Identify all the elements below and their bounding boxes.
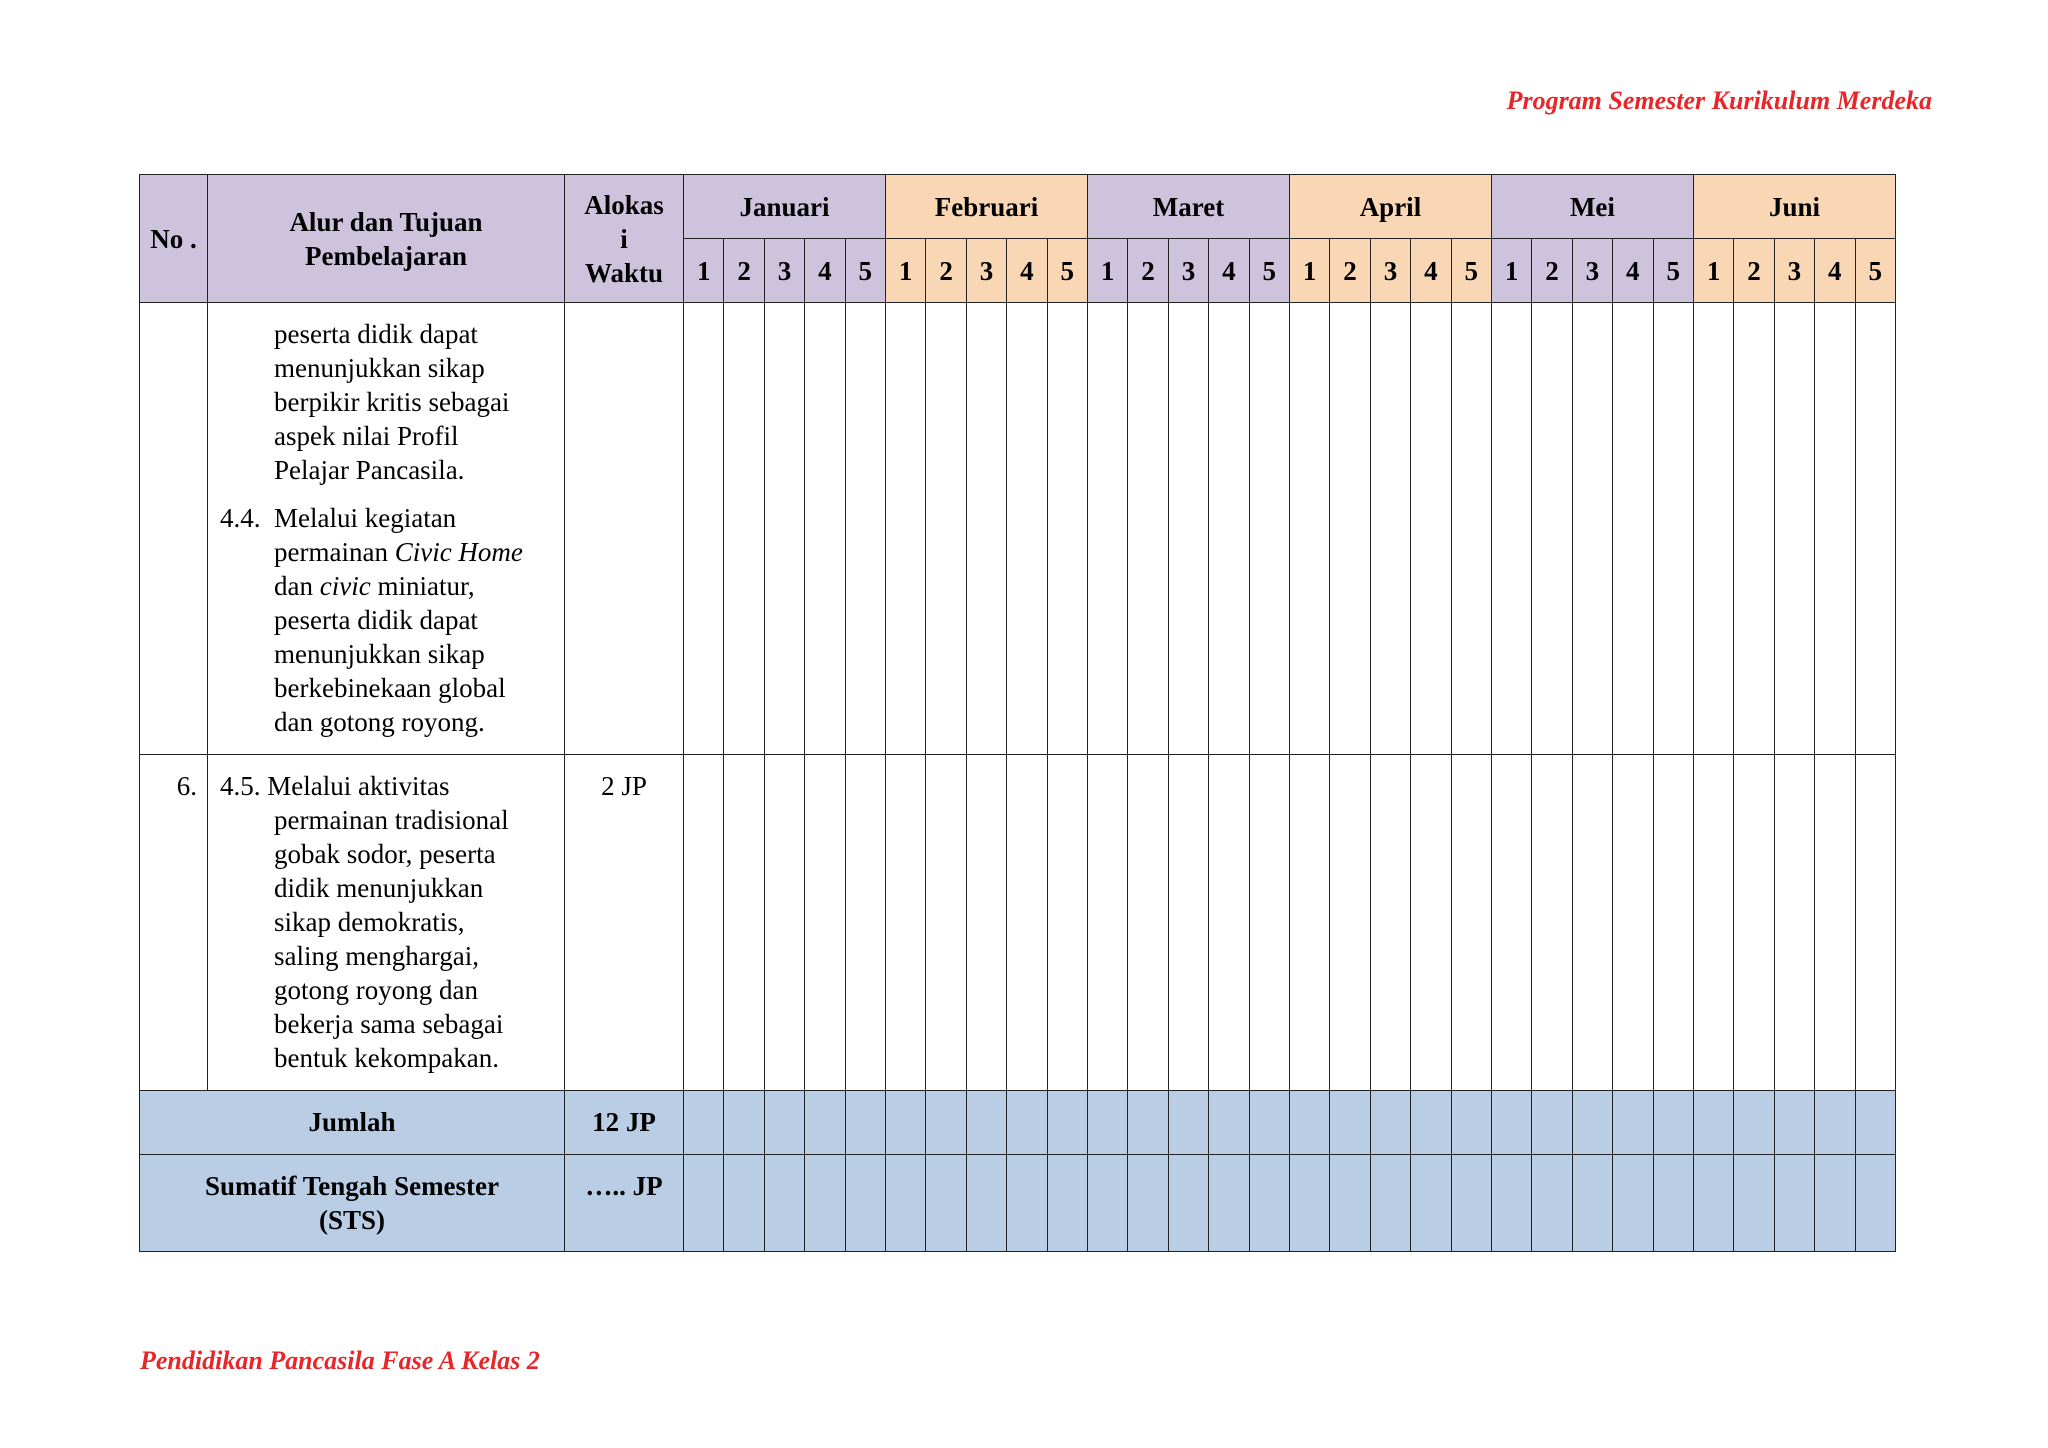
week-cell: [1815, 1091, 1855, 1155]
week-cell: [1653, 1155, 1693, 1252]
week-cell: [1087, 1091, 1127, 1155]
week-cell: [926, 1091, 966, 1155]
week-cell: [1774, 755, 1814, 1091]
column-header-no: [140, 175, 208, 303]
week-cell: [1289, 1091, 1329, 1155]
week-cell: [845, 1155, 885, 1252]
column-header-alokasi: [565, 175, 684, 303]
week-cell: [1451, 1155, 1491, 1252]
objective-4-5-body: [220, 803, 554, 1075]
week-cell: [1734, 1091, 1774, 1155]
text-fragment: miniatur,: [370, 571, 475, 601]
week-cell: [1007, 1155, 1047, 1252]
week-cell: [1370, 1155, 1410, 1252]
week-number: 1: [1087, 239, 1127, 303]
week-cell: [1613, 303, 1653, 755]
week-cell: [1370, 755, 1410, 1091]
week-number: 4: [1209, 239, 1249, 303]
week-cell: [966, 755, 1006, 1091]
week-cell: [1007, 755, 1047, 1091]
week-cell: [1572, 755, 1612, 1091]
week-cell: [1532, 1091, 1572, 1155]
week-cell: [1734, 1155, 1774, 1252]
week-cell: [764, 1091, 804, 1155]
week-cell: [1249, 1155, 1289, 1252]
week-cell: [1411, 1091, 1451, 1155]
text-line: saling menghargai,: [274, 941, 479, 971]
week-number: 2: [1128, 239, 1168, 303]
week-cell: [1572, 303, 1612, 755]
week-cell: [1734, 755, 1774, 1091]
week-cell: [845, 755, 885, 1091]
month-header-maret: Maret: [1087, 175, 1289, 239]
week-cell: [1693, 303, 1733, 755]
objective-cell: [208, 303, 565, 755]
text-fragment-italic: Civic Home: [394, 537, 523, 567]
week-cell: [1774, 303, 1814, 755]
week-cell: [724, 1155, 764, 1252]
week-cell: [966, 1091, 1006, 1155]
week-number: 2: [1532, 239, 1572, 303]
week-cell: [1289, 303, 1329, 755]
text-line: peserta didik dapat: [274, 319, 478, 349]
text-line: didik menunjukkan: [274, 873, 484, 903]
week-number: 3: [1774, 239, 1814, 303]
week-cell: [764, 755, 804, 1091]
week-cell: [966, 1155, 1006, 1252]
week-number: 5: [1451, 239, 1491, 303]
row-number-cell: 6.: [140, 755, 208, 1091]
week-cell: [1168, 755, 1208, 1091]
objective-cell: [208, 755, 565, 1091]
table-row-jumlah: [140, 1091, 1896, 1155]
week-cell: [724, 1091, 764, 1155]
text-line: Melalui kegiatan: [274, 503, 457, 533]
text-line: [274, 569, 554, 603]
week-cell: [1330, 755, 1370, 1091]
text-fragment: dan: [274, 571, 320, 601]
week-cell: [1289, 755, 1329, 1091]
text-line: gobak sodor, peserta: [274, 839, 496, 869]
week-cell: [1855, 1091, 1896, 1155]
week-cell: [885, 303, 925, 755]
program-semester-table: [139, 174, 1896, 1252]
row-number-cell: [140, 303, 208, 755]
text-line: peserta didik dapat: [274, 605, 478, 635]
week-cell: [1411, 303, 1451, 755]
week-cell: [1209, 303, 1249, 755]
week-cell: [1128, 1091, 1168, 1155]
objective-4-4: [220, 501, 554, 535]
week-number: 1: [1289, 239, 1329, 303]
week-number: 4: [1007, 239, 1047, 303]
week-cell: [1572, 1155, 1612, 1252]
table-row-objective-4-4: [140, 303, 1896, 755]
sts-label-line1: Sumatif Tengah Semester: [205, 1171, 500, 1201]
week-cell: [724, 303, 764, 755]
week-cell: [1007, 1091, 1047, 1155]
week-number: 4: [1411, 239, 1451, 303]
week-cell: [1491, 1155, 1531, 1252]
week-cell: [684, 1155, 724, 1252]
week-cell: [1693, 1091, 1733, 1155]
week-number: 1: [1491, 239, 1531, 303]
week-cell: [1653, 1091, 1693, 1155]
month-header-januari: Januari: [684, 175, 886, 239]
week-number: 5: [1855, 239, 1896, 303]
week-cell: [1693, 1155, 1733, 1252]
week-cell: [1613, 1091, 1653, 1155]
week-cell: [684, 1091, 724, 1155]
week-number: 5: [845, 239, 885, 303]
week-cell: [1491, 755, 1531, 1091]
week-cell: [1047, 1091, 1087, 1155]
text-line: menunjukkan sikap: [274, 639, 485, 669]
objective-continuation: [220, 317, 554, 487]
column-header-alokasi-line1: Alokas: [584, 189, 664, 220]
week-cell: [1128, 755, 1168, 1091]
week-cell: [1815, 1155, 1855, 1252]
text-line: Melalui aktivitas: [267, 771, 450, 801]
week-cell: [1855, 755, 1896, 1091]
jumlah-label: Jumlah: [140, 1091, 565, 1155]
week-number: 4: [805, 239, 845, 303]
week-cell: [1370, 1091, 1410, 1155]
objective-number: 4.5.: [220, 771, 261, 801]
text-line: bekerja sama sebagai: [274, 1009, 504, 1039]
week-cell: [805, 1091, 845, 1155]
week-number: 4: [1815, 239, 1855, 303]
week-number: 3: [966, 239, 1006, 303]
week-number: 2: [1330, 239, 1370, 303]
week-cell: [805, 755, 845, 1091]
week-cell: [1168, 303, 1208, 755]
table-row-sts: [140, 1155, 1896, 1252]
week-cell: [1532, 1155, 1572, 1252]
column-header-no-label: No .: [150, 223, 197, 254]
week-cell: [1613, 1155, 1653, 1252]
week-cell: [885, 1091, 925, 1155]
week-cell: [1451, 303, 1491, 755]
week-cell: [1693, 755, 1733, 1091]
week-cell: [1168, 1155, 1208, 1252]
week-cell: [1774, 1155, 1814, 1252]
month-header-mei: Mei: [1491, 175, 1693, 239]
column-header-alur-line2: Pembelajaran: [305, 240, 467, 271]
objective-4-5: [220, 769, 554, 803]
week-cell: [1330, 1091, 1370, 1155]
week-cell: [1209, 1091, 1249, 1155]
week-cell: [845, 1091, 885, 1155]
text-line: Pelajar Pancasila.: [274, 455, 465, 485]
text-line: aspek nilai Profil: [274, 421, 459, 451]
week-cell: [764, 1155, 804, 1252]
text-line: [274, 535, 554, 569]
week-cell: [1047, 755, 1087, 1091]
alokasi-cell: [565, 303, 684, 755]
week-number: 3: [1572, 239, 1612, 303]
week-cell: [1815, 303, 1855, 755]
week-cell: [1330, 1155, 1370, 1252]
week-cell: [1209, 1155, 1249, 1252]
text-line: gotong royong dan: [274, 975, 478, 1005]
jumlah-value: 12 JP: [565, 1091, 684, 1155]
week-cell: [1047, 1155, 1087, 1252]
week-cell: [805, 1155, 845, 1252]
week-cell: [1815, 755, 1855, 1091]
week-cell: [1411, 755, 1451, 1091]
text-line: bentuk kekompakan.: [274, 1043, 499, 1073]
table-row-objective-4-5: [140, 755, 1896, 1091]
week-cell: [1451, 755, 1491, 1091]
week-cell: [1855, 1155, 1896, 1252]
text-line: dan gotong royong.: [274, 707, 485, 737]
objective-number: 4.4.: [220, 503, 261, 533]
text-line: menunjukkan sikap: [274, 353, 485, 383]
week-number: 5: [1249, 239, 1289, 303]
text-fragment-italic: civic: [319, 571, 371, 601]
week-cell: [1128, 1155, 1168, 1252]
month-header-juni: Juni: [1693, 175, 1895, 239]
week-number: 3: [764, 239, 804, 303]
week-cell: [1007, 303, 1047, 755]
objective-4-4-body: [220, 535, 554, 739]
week-cell: [1734, 303, 1774, 755]
week-cell: [1249, 1091, 1289, 1155]
column-header-alokasi-line3: Waktu: [584, 257, 664, 288]
week-number: 5: [1047, 239, 1087, 303]
week-cell: [1209, 755, 1249, 1091]
text-line: permainan tradisional: [274, 805, 509, 835]
week-number: 2: [926, 239, 966, 303]
week-cell: [1249, 303, 1289, 755]
sts-label-line2: (STS): [318, 1205, 386, 1235]
week-number: 1: [885, 239, 925, 303]
week-cell: [1411, 1155, 1451, 1252]
week-cell: [1491, 303, 1531, 755]
week-number: 1: [1693, 239, 1733, 303]
week-cell: [1370, 303, 1410, 755]
month-header-april: April: [1289, 175, 1491, 239]
week-cell: [1572, 1091, 1612, 1155]
week-cell: [805, 303, 845, 755]
week-cell: [1532, 755, 1572, 1091]
week-cell: [885, 755, 925, 1091]
week-cell: [1774, 1091, 1814, 1155]
document-footer-note: Pendidikan Pancasila Fase A Kelas 2: [140, 1346, 540, 1375]
week-cell: [966, 303, 1006, 755]
week-number: 5: [1653, 239, 1693, 303]
sts-value: ….. JP: [565, 1155, 684, 1252]
document-header-note: Program Semester Kurikulum Merdeka: [1506, 86, 1932, 115]
week-cell: [724, 755, 764, 1091]
week-cell: [1855, 303, 1896, 755]
week-cell: [1613, 755, 1653, 1091]
week-cell: [926, 1155, 966, 1252]
week-cell: [926, 755, 966, 1091]
week-cell: [684, 755, 724, 1091]
week-cell: [1451, 1091, 1491, 1155]
week-cell: [1653, 755, 1693, 1091]
week-cell: [845, 303, 885, 755]
text-line: sikap demokratis,: [274, 907, 465, 937]
week-cell: [1330, 303, 1370, 755]
week-cell: [885, 1155, 925, 1252]
month-header-februari: Februari: [885, 175, 1087, 239]
week-cell: [1653, 303, 1693, 755]
week-number: 3: [1370, 239, 1410, 303]
week-number: 2: [1734, 239, 1774, 303]
week-cell: [1249, 755, 1289, 1091]
week-cell: [684, 303, 724, 755]
week-cell: [1532, 303, 1572, 755]
week-number: 1: [684, 239, 724, 303]
week-cell: [764, 303, 804, 755]
alokasi-cell: 2 JP: [565, 755, 684, 1091]
week-cell: [1491, 1091, 1531, 1155]
week-number: 2: [724, 239, 764, 303]
week-cell: [1047, 303, 1087, 755]
week-number: 3: [1168, 239, 1208, 303]
sts-label: [140, 1155, 565, 1252]
week-number: 4: [1613, 239, 1653, 303]
week-cell: [1168, 1091, 1208, 1155]
week-cell: [1087, 1155, 1127, 1252]
column-header-alur-line1: Alur dan Tujuan: [289, 206, 483, 237]
week-cell: [1087, 303, 1127, 755]
text-line: berkebinekaan global: [274, 673, 506, 703]
column-header-alokasi-line2: i: [620, 223, 628, 254]
text-fragment: permainan: [274, 537, 395, 567]
column-header-alur: [208, 175, 565, 303]
week-cell: [1289, 1155, 1329, 1252]
week-cell: [1128, 303, 1168, 755]
text-line: berpikir kritis sebagai: [274, 387, 510, 417]
week-cell: [926, 303, 966, 755]
week-cell: [1087, 755, 1127, 1091]
